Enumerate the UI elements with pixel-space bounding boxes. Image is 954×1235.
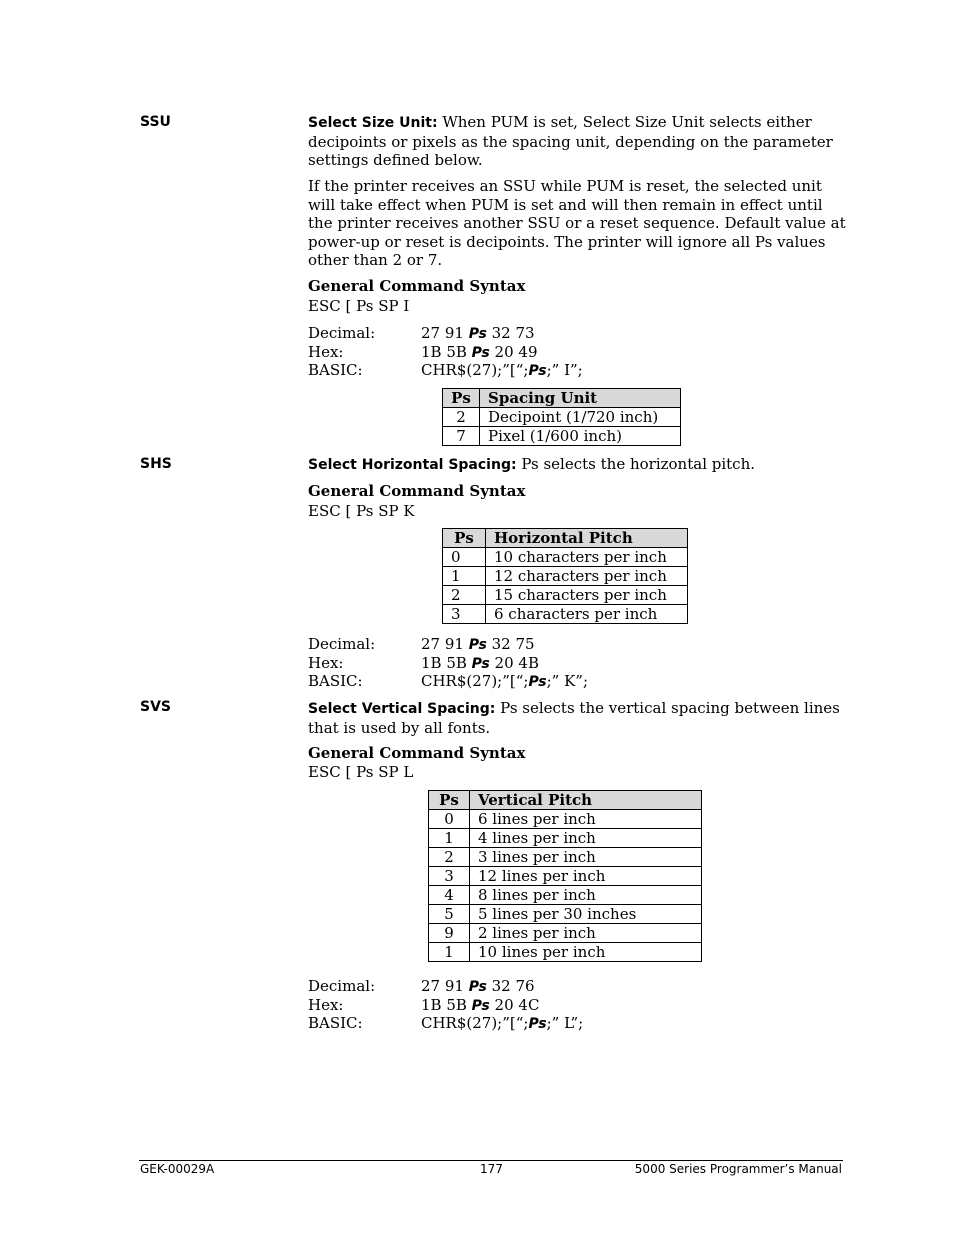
hex-value: 1B 5B [421, 342, 472, 361]
table-cell-desc: 8 lines per inch [470, 886, 702, 905]
basic-label: BASIC: [308, 361, 363, 379]
table-cell-ps: 5 [429, 905, 470, 924]
svs-table [428, 790, 702, 962]
hex-label: Hex: [308, 342, 344, 361]
table-cell-ps: 1 [443, 567, 486, 586]
table-cell-desc: 4 lines per inch [470, 829, 702, 848]
table-cell-ps: 0 [429, 810, 470, 829]
ssu-title: Select Size Unit: [308, 115, 438, 131]
hex-value: 1B 5B [421, 995, 472, 1014]
ps-token: Ps [528, 674, 547, 690]
table-cell-desc: 15 characters per inch [486, 586, 688, 605]
table-row [429, 848, 702, 867]
page-number: 177 [480, 1162, 503, 1176]
table-cell-desc: 2 lines per inch [470, 924, 702, 943]
table-header-ps: Ps [443, 389, 480, 408]
ps-token: Ps [468, 326, 487, 342]
basic-value-end: ;” I”; [546, 361, 583, 379]
table-cell-ps: 4 [429, 886, 470, 905]
table-cell-ps: 1 [429, 943, 470, 962]
table-header-desc: Spacing Unit [480, 389, 681, 408]
decimal-value-end: 32 76 [486, 977, 535, 995]
ps-token: Ps [468, 637, 487, 653]
shs-table [442, 528, 688, 624]
table-cell-desc: 12 lines per inch [470, 867, 702, 886]
table-row [429, 924, 702, 943]
table-header-ps: Ps [429, 791, 470, 810]
ssu-table [442, 388, 681, 446]
ps-token: Ps [528, 363, 547, 379]
table-cell-ps: 3 [443, 605, 486, 624]
table-row [429, 810, 702, 829]
hex-value: 1B 5B [421, 653, 472, 672]
table-cell-ps: 2 [429, 848, 470, 867]
table-header-desc: Vertical Pitch [470, 791, 702, 810]
table-row [429, 943, 702, 962]
footer-rule [139, 1160, 843, 1161]
table-row [429, 886, 702, 905]
decimal-value: 27 91 [421, 635, 469, 653]
hex-label: Hex: [308, 995, 344, 1014]
table-cell-ps: 1 [429, 829, 470, 848]
table-cell-ps: 2 [443, 408, 480, 427]
table-cell-desc: 5 lines per 30 inches [470, 905, 702, 924]
table-cell-desc: 10 lines per inch [470, 943, 702, 962]
svs-syntax-heading: General Command Syntax [308, 744, 526, 762]
table-header-desc: Horizontal Pitch [486, 529, 688, 548]
table-cell-ps: 9 [429, 924, 470, 943]
ssu-description [308, 113, 848, 170]
table-cell-desc: 6 characters per inch [486, 605, 688, 624]
svs-description [308, 699, 848, 737]
ps-token: Ps [528, 1016, 547, 1032]
basic-label: BASIC: [308, 1014, 363, 1032]
table-cell-desc: 12 characters per inch [486, 567, 688, 586]
svs-syntax: ESC [ Ps SP L [308, 763, 414, 781]
table-row [443, 567, 688, 586]
shs-intro: Ps selects the horizontal pitch. [516, 455, 756, 473]
svs-mnemonic: SVS [140, 699, 172, 715]
table-row [429, 905, 702, 924]
ssu-syntax-heading: General Command Syntax [308, 277, 526, 295]
table-cell-desc: 3 lines per inch [470, 848, 702, 867]
table-cell-desc: Pixel (1/600 inch) [480, 427, 681, 446]
hex-value-end: 20 49 [489, 342, 538, 361]
basic-value: CHR$(27);”[“; [421, 672, 529, 690]
table-cell-ps: 3 [429, 867, 470, 886]
table-cell-desc: 10 characters per inch [486, 548, 688, 567]
table-row [429, 867, 702, 886]
table-cell-desc: 6 lines per inch [470, 810, 702, 829]
hex-label: Hex: [308, 653, 344, 672]
footer-doc-id: GEK-00029A [140, 1162, 215, 1176]
basic-value-end: ;” L”; [546, 1014, 584, 1032]
ssu-intro: When PUM is set, Select Size Unit selects either decipoints or pixels as the spacing unit, depending on the parameter settings defined below. [308, 113, 833, 169]
shs-syntax-heading: General Command Syntax [308, 482, 526, 500]
table-cell-ps: 2 [443, 586, 486, 605]
ps-token: Ps [468, 979, 487, 995]
table-row [443, 605, 688, 624]
ssu-para2: If the printer receives an SSU while PUM is reset, the selected unit will take effect when PUM is set and will then remain in effect until the printer receives another SSU or a reset sequence. Default value at power-up or reset is decipoints. The printer will ignore all Ps values other than 2 or 7. [308, 177, 846, 269]
table-cell-ps: 0 [443, 548, 486, 567]
shs-syntax: ESC [ Ps SP K [308, 502, 415, 520]
ps-token: Ps [471, 655, 490, 672]
decimal-value-end: 32 73 [486, 324, 535, 342]
table-header-ps: Ps [443, 529, 486, 548]
ssu-syntax: ESC [ Ps SP I [308, 297, 410, 315]
table-header-row [429, 791, 702, 810]
table-cell-desc: Decipoint (1/720 inch) [480, 408, 681, 427]
decimal-value: 27 91 [421, 977, 469, 995]
table-row [429, 829, 702, 848]
basic-label: BASIC: [308, 672, 363, 690]
shs-mnemonic: SHS [140, 456, 172, 472]
hex-value-end: 20 4C [489, 995, 540, 1014]
ps-token: Ps [471, 344, 490, 361]
table-row [443, 408, 681, 427]
decimal-label: Decimal: [308, 635, 376, 653]
basic-value: CHR$(27);”[“; [421, 361, 529, 379]
table-row [443, 427, 681, 446]
shs-description [308, 455, 848, 475]
table-header-row [443, 389, 681, 408]
footer-manual-title: 5000 Series Programmer’s Manual [634, 1162, 842, 1176]
table-row [443, 586, 688, 605]
hex-value-end: 20 4B [489, 653, 539, 672]
decimal-value-end: 32 75 [486, 635, 535, 653]
decimal-label: Decimal: [308, 977, 376, 995]
table-row [443, 548, 688, 567]
decimal-label: Decimal: [308, 324, 376, 342]
table-cell-ps: 7 [443, 427, 480, 446]
table-header-row [443, 529, 688, 548]
ps-token: Ps [471, 997, 490, 1014]
basic-value-end: ;” K”; [546, 672, 589, 690]
basic-value: CHR$(27);”[“; [421, 1014, 529, 1032]
ssu-mnemonic: SSU [140, 114, 171, 130]
decimal-value: 27 91 [421, 324, 469, 342]
svs-intro: Ps selects the vertical spacing between lines that is used by all fonts. [308, 699, 840, 737]
svs-title: Select Vertical Spacing: [308, 701, 496, 717]
shs-title: Select Horizontal Spacing: [308, 457, 517, 473]
